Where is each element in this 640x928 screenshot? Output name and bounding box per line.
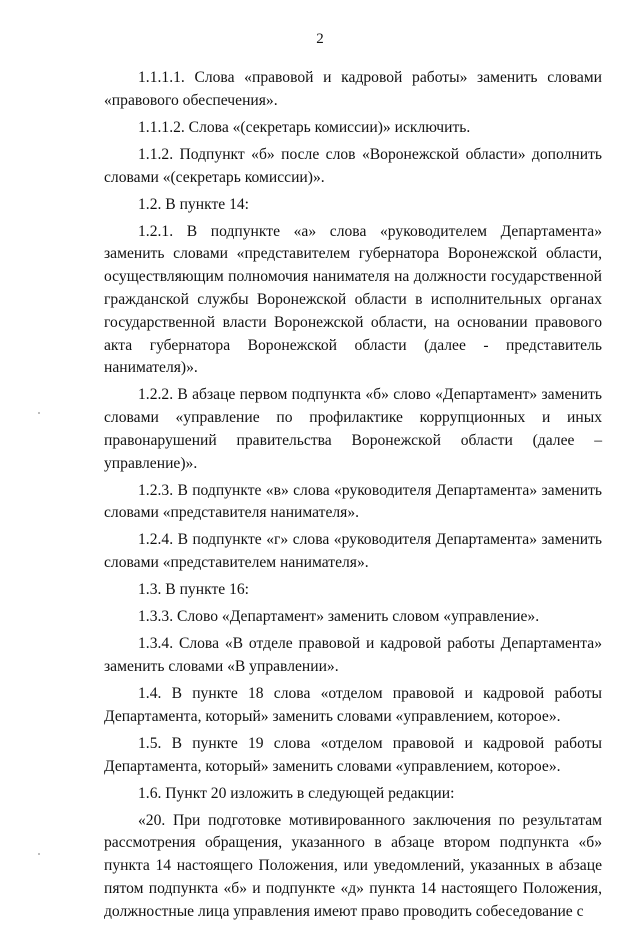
- scan-margin-mark: [38, 412, 40, 414]
- paragraph-1-1-2: 1.1.2. Подпункт «б» после слов «Воронежской области» дополнить словами «(секретарь комиссии)».: [104, 145, 602, 186]
- paragraph-1-3-4: 1.3.4. Слова «В отделе правовой и кадровой работы Департамента» заменить словами «В управлении».: [104, 635, 602, 675]
- paragraph-1-2-3: 1.2.3. В подпункте «в» слова «руководителя Департамента» заменить словами «представителя нанимателя».: [104, 481, 602, 522]
- paragraph-1-3: 1.3. В пункте 16:: [138, 581, 250, 599]
- scan-margin-mark: [38, 853, 40, 855]
- paragraph-1-1-1-2: 1.1.1.2. Слова «(секретарь комиссии)» исключить.: [138, 118, 471, 136]
- paragraph-1-2: 1.2. В пункте 14:: [138, 195, 250, 213]
- paragraph-1-4: 1.4. В пункте 18 слова «отделом правовой и кадровой работы Департамента, который» заменить словами «управлением, которое».: [104, 684, 602, 725]
- paragraph-1-1-1-1: 1.1.1.1. Слова «правовой и кадровой работы» заменить словами «правового обеспечения».: [104, 69, 602, 109]
- paragraph-point-20: «20. При подготовке мотивированного заключения по результатам рассмотрения обращения, указанного в абзаце втором подпункта «б» пункта 14 настоящего Положения, или уведомлений, указанных в абзаце пятом подпункта «б» и подпункте «д» пункта 14 настоящего Положения, должностные лица управления имеют право проводить собеседование с: [104, 811, 602, 920]
- paragraph-1-6: 1.6. Пункт 20 изложить в следующей редакции:: [138, 784, 455, 802]
- document-body: [104, 67, 602, 928]
- paragraph-1-2-4: 1.2.4. В подпункте «г» слова «руководителя Департамента» заменить словами «представителем нанимателя».: [104, 531, 602, 572]
- paragraph-1-2-1: 1.2.1. В подпункте «а» слова «руководителем Департамента» заменить словами «представителем губернатора Воронежской области, осуществляющим полномочия нанимателя на должности государственной гражданской службы Воронежской области в исполнительных органах государственной власти Воронежской области, на основании правового акта губернатора Воронежской области (далее - представитель нанимателя)».: [104, 222, 602, 377]
- paragraph-1-3-3: 1.3.3. Слово «Департамент» заменить словом «управление».: [138, 608, 540, 626]
- page-number: 2: [316, 31, 324, 47]
- paragraph-1-5: 1.5. В пункте 19 слова «отделом правовой и кадровой работы Департамента, который» заменить словами «управлением, которое».: [104, 734, 602, 775]
- paragraph-1-2-2: 1.2.2. В абзаце первом подпункта «б» слово «Департамент» заменить словами «управление по профилактике коррупционных и иных правонарушений правительства Воронежской области (далее – управление)».: [104, 386, 602, 472]
